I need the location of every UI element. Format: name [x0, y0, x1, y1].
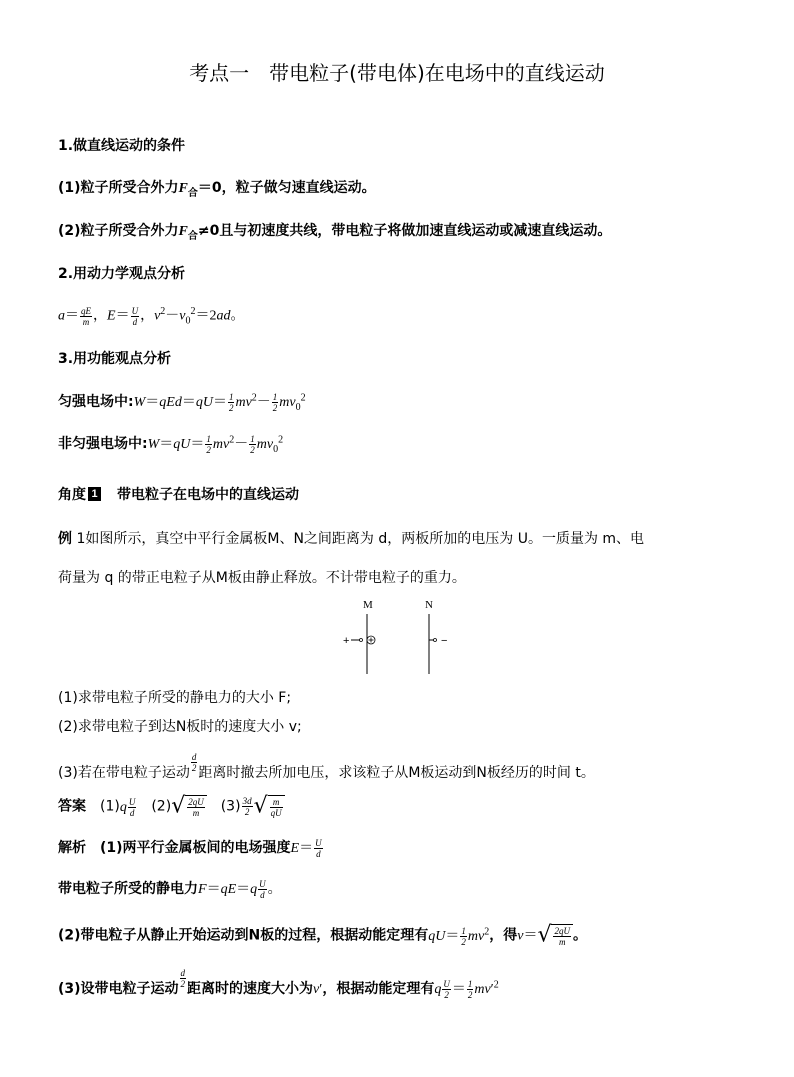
angle-label: 角度	[58, 487, 86, 503]
example-text-1: 1如图所示，真空中平行金属板M、N之间距离为 d，两板所加的电压为 U。一质量为 m、电	[76, 531, 645, 547]
question-3-tail: 距离时撤去所加电压，求该粒子从M板运动到N板经历的时间 t。	[198, 765, 595, 781]
uniform-field-label: 匀强电场中:	[58, 394, 134, 410]
question-1: (1)求带电粒子所受的静电力的大小 F;	[58, 690, 292, 706]
dynamics-formulas: a＝ $\frac{qE}{m}$ ，E＝ $\frac{U}{d}$ ，$v^2-v_0^2=2ad$。	[58, 306, 245, 327]
section-2-heading: 2.用动力学观点分析	[58, 266, 186, 282]
section-1-heading: 1.做直线运动的条件	[58, 138, 186, 154]
analysis-text-4: (3)设带电粒子运动	[58, 981, 179, 997]
condition-2-text: (2)粒子所受合外力	[58, 223, 179, 239]
section-3-heading: 3.用功能观点分析	[58, 351, 172, 367]
example-line-2: 荷量为 q 的带正电粒子从M板由静止释放。不计带电粒子的重力。	[58, 570, 466, 586]
force-symbol: F	[178, 224, 188, 239]
answer-label: 答案	[58, 798, 86, 815]
example-line-1	[58, 529, 644, 549]
fraction-U-d: $\frac{U}{d}$	[131, 306, 139, 327]
parallel-plates-figure	[330, 596, 470, 676]
minus-terminal-node	[434, 639, 437, 642]
analysis-text-3-mid: ，得	[489, 927, 518, 944]
uniform-field-formula: 匀强电场中:W＝qEd＝qU＝ $\frac{1}{2}$ $mv^2-$ $\frac{1}{2}$ $mv_0^2$	[58, 392, 306, 414]
sqrt-2qU-m: √ $\frac{2qU}{m}$	[171, 795, 207, 818]
fraction-qE-m: $\frac{qE}{m}$	[81, 306, 91, 327]
plate-n-label: N	[425, 599, 433, 611]
minus-terminal-label: −	[441, 635, 448, 647]
analysis-line-3: (2)带电粒子从静止开始运动到N板的过程，根据动能定理有qU＝ $\frac{1}{2}$ $mv^2$，得v＝√ $\frac{2qU}{m}$ 。	[58, 922, 587, 948]
condition-1	[58, 178, 376, 199]
angle-heading	[58, 485, 299, 505]
angle-number-badge: 1	[88, 487, 101, 501]
net-subscript: 合	[187, 187, 198, 199]
question-2: (2)求带电粒子到达N板时的速度大小 v;	[58, 719, 302, 735]
plate-m-label: M	[363, 599, 373, 611]
sqrt-m-qU: √ $\frac{m}{qU}$	[254, 795, 285, 818]
condition-1-text: (1)粒子所受合外力	[58, 180, 179, 196]
sqrt-2qU-m: √ $\frac{2qU}{m}$	[537, 924, 573, 947]
condition-2-tail: ≠0且与初速度共线，带电粒子将做加速直线运动或减速直线运动。	[197, 223, 612, 239]
analysis-line-1: 解析 (1)两平行金属板间的电场强度E＝ $\frac{U}{d}$	[58, 838, 322, 860]
plus-terminal-label: +	[343, 635, 350, 647]
analysis-text-1: (1)两平行金属板间的电场强度	[100, 840, 291, 856]
angle-title: 带电粒子在电场中的直线运动	[117, 487, 299, 503]
condition-1-tail: ＝0，粒子做匀速直线运动。	[197, 180, 376, 196]
condition-2	[58, 221, 611, 242]
nonuniform-field-label: 非匀强电场中:	[58, 436, 148, 452]
question-3: (3)若在带电粒子运动 $\frac{d}{2}$ 距离时撤去所加电压，求该粒子从M板运动到N板经历的时间 t。	[58, 752, 595, 781]
question-3-text: (3)若在带电粒子运动	[58, 765, 190, 781]
analysis-text-2: 带电粒子所受的静电力	[58, 881, 198, 897]
analysis-line-4: (3)设带电粒子运动 $\frac{d}{2}$ 距离时的速度大小为v′，根据动能定理有q $\frac{U}{2}$ ＝ $\frac{1}{2}$ $mv'^2$	[58, 968, 499, 1001]
net-subscript: 合	[187, 230, 198, 242]
page-title: 考点一 带电粒子(带电体)在电场中的直线运动	[189, 61, 605, 85]
analysis-text-4-tail: ，根据动能定理有	[322, 981, 435, 997]
nonuniform-field-formula: 非匀强电场中:W＝qU＝ $\frac{1}{2}$ $mv^2-$ $\frac{1}{2}$ $mv_0^2$	[58, 434, 284, 456]
force-symbol: F	[178, 181, 188, 196]
answer-part-3: (3)	[220, 798, 241, 815]
answer-part-2: (2)	[151, 798, 172, 815]
answer-part-1: (1)	[100, 798, 120, 815]
analysis-text-4-mid: 距离时的速度大小为	[187, 981, 314, 997]
example-label: 例	[58, 531, 72, 547]
analysis-line-2: 带电粒子所受的静电力F＝qE＝q $\frac{U}{d}$ 。	[58, 879, 282, 901]
analysis-text-3: (2)带电粒子从静止开始运动到N板的过程，根据动能定理有	[58, 927, 429, 944]
analysis-label: 解析	[58, 840, 86, 856]
answer-line: 答案 (1)q $\frac{U}{d}$ (2)√ $\frac{2qU}{m}$ (3) $\frac{3d}{2}$ √ $\frac{m}{qU}$	[58, 795, 285, 818]
